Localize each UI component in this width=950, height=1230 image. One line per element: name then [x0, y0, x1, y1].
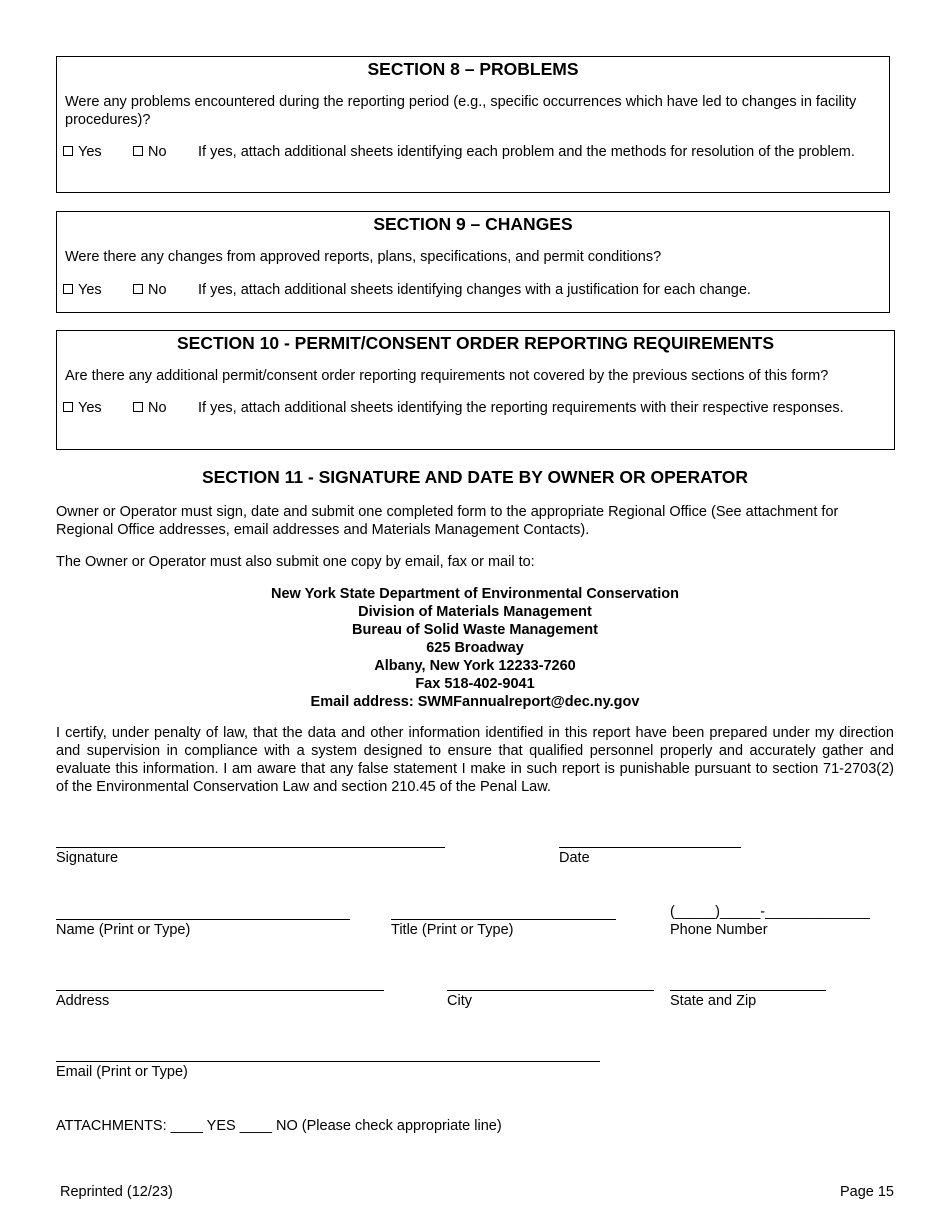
section-9-no-checkbox[interactable]: [133, 284, 143, 294]
page-number: Page 15: [839, 1184, 894, 1200]
title-line[interactable]: [391, 919, 616, 920]
section-8-no-option[interactable]: [133, 143, 167, 161]
section-9-yes-label: Yes: [78, 282, 102, 298]
section-8-box: [56, 56, 890, 193]
section-9-no-option[interactable]: [133, 281, 167, 299]
section-10-no-option[interactable]: [133, 399, 167, 417]
state-zip-label: State and Zip: [670, 993, 757, 1009]
reprinted-date: Reprinted (12/23): [60, 1184, 173, 1200]
city-line[interactable]: [447, 990, 654, 991]
date-line[interactable]: [559, 847, 741, 848]
name-line[interactable]: [56, 919, 350, 920]
city-label: City: [447, 993, 472, 1009]
certification-text: I certify, under penalty of law, that the data and other information identified in this report have been prepared under my direction and supervision in compliance with a system designed to ensure that qualified personnel properly and accurately gather and evaluate this information. I am aware that any false statement I make in such report is punishable pursuant to section 71-2703(2) of the Environmental Conservation Law and section 210.45 of the Penal Law.: [56, 725, 894, 795]
section-8-note: If yes, attach additional sheets identifying each problem and the methods for resolution of the problem.: [198, 144, 855, 160]
section-9-question: Were there any changes from approved reports, plans, specifications, and permit conditions?: [65, 249, 662, 265]
section-8-question: Were any problems encountered during the reporting period (e.g., specific occurrences which have led to changes in facility procedures)?: [65, 94, 857, 128]
section-10-note: If yes, attach additional sheets identifying the reporting requirements with their respective responses.: [198, 400, 844, 416]
address-line-city: Albany, New York 12233-7260: [374, 658, 576, 674]
title-label: Title (Print or Type): [391, 922, 514, 938]
section-11-title: SECTION 11 - SIGNATURE AND DATE BY OWNER OR OPERATOR: [201, 467, 749, 487]
section-9-box: [56, 211, 890, 313]
section-10-title: SECTION 10 - PERMIT/CONSENT ORDER REPORTING REQUIREMENTS: [177, 333, 774, 353]
signature-label: Signature: [56, 850, 119, 866]
section-8-title: SECTION 8 – PROBLEMS: [367, 59, 579, 79]
section-11-copy-note: The Owner or Operator must also submit one copy by email, fax or mail to:: [56, 554, 535, 570]
address-line-bureau: Bureau of Solid Waste Management: [352, 622, 598, 638]
section-10-yes-checkbox[interactable]: [63, 402, 73, 412]
address-line-agency: New York State Department of Environmental Conservation: [271, 586, 679, 602]
phone-label: Phone Number: [670, 922, 768, 938]
address-line-street: 625 Broadway: [426, 640, 524, 656]
section-8-yes-label: Yes: [78, 144, 102, 160]
signature-line[interactable]: [56, 847, 445, 848]
section-8-no-label: No: [148, 144, 167, 160]
section-11-intro: Owner or Operator must sign, date and submit one completed form to the appropriate Regional Office (See attachment for Regional Office addresses, email addresses and Materials Management Contacts).: [56, 504, 839, 538]
attachments-line[interactable]: ATTACHMENTS: ____ YES ____ NO (Please check appropriate line): [56, 1118, 502, 1134]
section-10-yes-label: Yes: [78, 400, 102, 416]
address-label: Address: [56, 993, 110, 1009]
phone-field[interactable]: (_____)_____-_____________: [670, 904, 870, 920]
section-10-question: Are there any additional permit/consent order reporting requirements not covered by the previous sections of this form?: [65, 368, 829, 384]
state-zip-line[interactable]: [670, 990, 826, 991]
address-line-fax: Fax 518-402-9041: [415, 676, 535, 692]
section-9-note: If yes, attach additional sheets identifying changes with a justification for each change.: [198, 282, 751, 298]
section-10-no-label: No: [148, 400, 167, 416]
address-line-division: Division of Materials Management: [358, 604, 592, 620]
section-10-yes-option[interactable]: [63, 399, 102, 417]
name-label: Name (Print or Type): [56, 922, 191, 938]
email-line[interactable]: [56, 1061, 600, 1062]
section-9-yes-option[interactable]: [63, 281, 102, 299]
mailing-address: [56, 585, 894, 711]
address-line[interactable]: [56, 990, 384, 991]
section-8-no-checkbox[interactable]: [133, 146, 143, 156]
section-9-title: SECTION 9 – CHANGES: [373, 214, 573, 234]
section-10-no-checkbox[interactable]: [133, 402, 143, 412]
date-label: Date: [559, 850, 590, 866]
section-9-no-label: No: [148, 282, 167, 298]
section-8-yes-option[interactable]: [63, 143, 102, 161]
address-line-email: Email address: SWMFannualreport@dec.ny.gov: [310, 694, 640, 710]
section-8-yes-checkbox[interactable]: [63, 146, 73, 156]
section-10-box: [56, 330, 895, 450]
section-9-yes-checkbox[interactable]: [63, 284, 73, 294]
email-label: Email (Print or Type): [56, 1064, 188, 1080]
